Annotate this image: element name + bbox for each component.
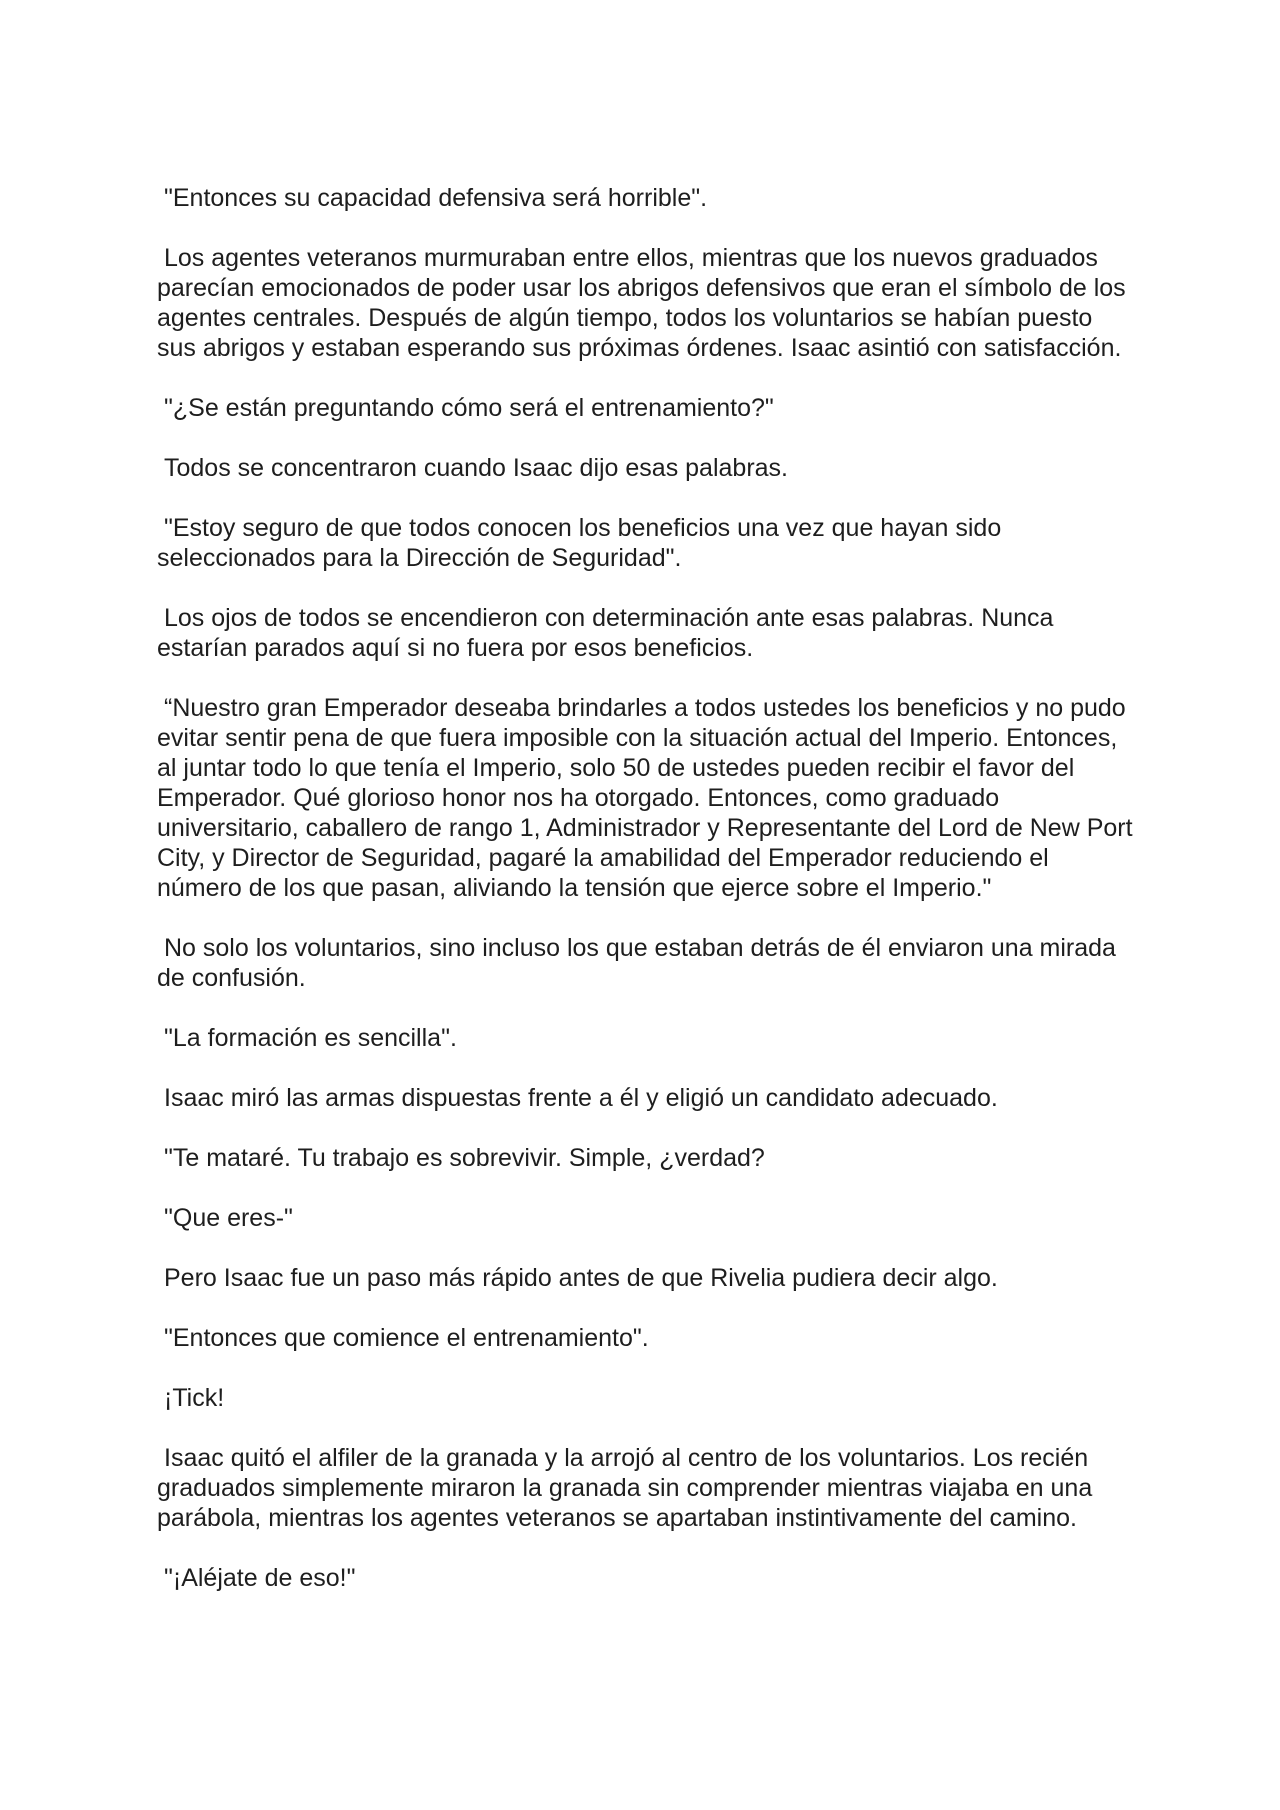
paragraph-15: ¡Tick!: [164, 1384, 225, 1412]
paragraph-16: Isaac quitó el alfiler de la granada y la arrojó al centro de los voluntarios. Los recién graduados simplemente miraron la granada sin comprender mientras viajaba en una parábola, mientras los agentes veteranos se apartaban instintivamente del camino.: [157, 1444, 1093, 1532]
paragraph-17: "¡Aléjate de eso!": [164, 1564, 356, 1592]
paragraph-7: “Nuestro gran Emperador deseaba brindarles a todos ustedes los beneficios y no pudo evitar sentir pena de que fuera imposible con la situación actual del Imperio. Entonces, al juntar todo lo que tenía el Imperio, solo 50 de ustedes pueden recibir el favor del Emperador. Qué glorioso honor nos ha otorgado. Entonces, como graduado universitario, caballero de rango 1, Administrador y Representante del Lord de New Port City, y Director de Seguridad, pagaré la amabilidad del Emperador reduciendo el número de los que pasan, aliviando la tensión que ejerce sobre el Imperio.": [157, 694, 1133, 902]
paragraph-8: No solo los voluntarios, sino incluso los que estaban detrás de él enviaron una mirada de confusión.: [157, 934, 1116, 992]
paragraph-13: Pero Isaac fue un paso más rápido antes de que Rivelia pudiera decir algo.: [164, 1264, 998, 1292]
paragraph-6: Los ojos de todos se encendieron con determinación ante esas palabras. Nunca estarían parados aquí si no fuera por esos beneficios.: [157, 604, 1054, 662]
paragraph-5: "Estoy seguro de que todos conocen los beneficios una vez que hayan sido seleccionados para la Dirección de Seguridad".: [157, 514, 1002, 572]
document-page: [157, 183, 1137, 1623]
paragraph-3: "¿Se están preguntando cómo será el entrenamiento?": [164, 394, 774, 422]
paragraph-10: Isaac miró las armas dispuestas frente a él y eligió un candidato adecuado.: [164, 1084, 998, 1112]
paragraph-1: "Entonces su capacidad defensiva será horrible".: [164, 184, 708, 212]
paragraph-11: "Te mataré. Tu trabajo es sobrevivir. Simple, ¿verdad?: [164, 1144, 765, 1172]
paragraph-2: Los agentes veteranos murmuraban entre ellos, mientras que los nuevos graduados parecían emocionados de poder usar los abrigos defensivos que eran el símbolo de los agentes centrales. Después de algún tiempo, todos los voluntarios se habían puesto sus abrigos y estaban esperando sus próximas órdenes. Isaac asintió con satisfacción.: [157, 244, 1126, 362]
paragraph-4: Todos se concentraron cuando Isaac dijo esas palabras.: [164, 454, 788, 482]
paragraph-14: "Entonces que comience el entrenamiento".: [164, 1324, 649, 1352]
paragraph-9: "La formación es sencilla".: [164, 1024, 457, 1052]
paragraph-12: "Que eres-": [164, 1204, 293, 1232]
